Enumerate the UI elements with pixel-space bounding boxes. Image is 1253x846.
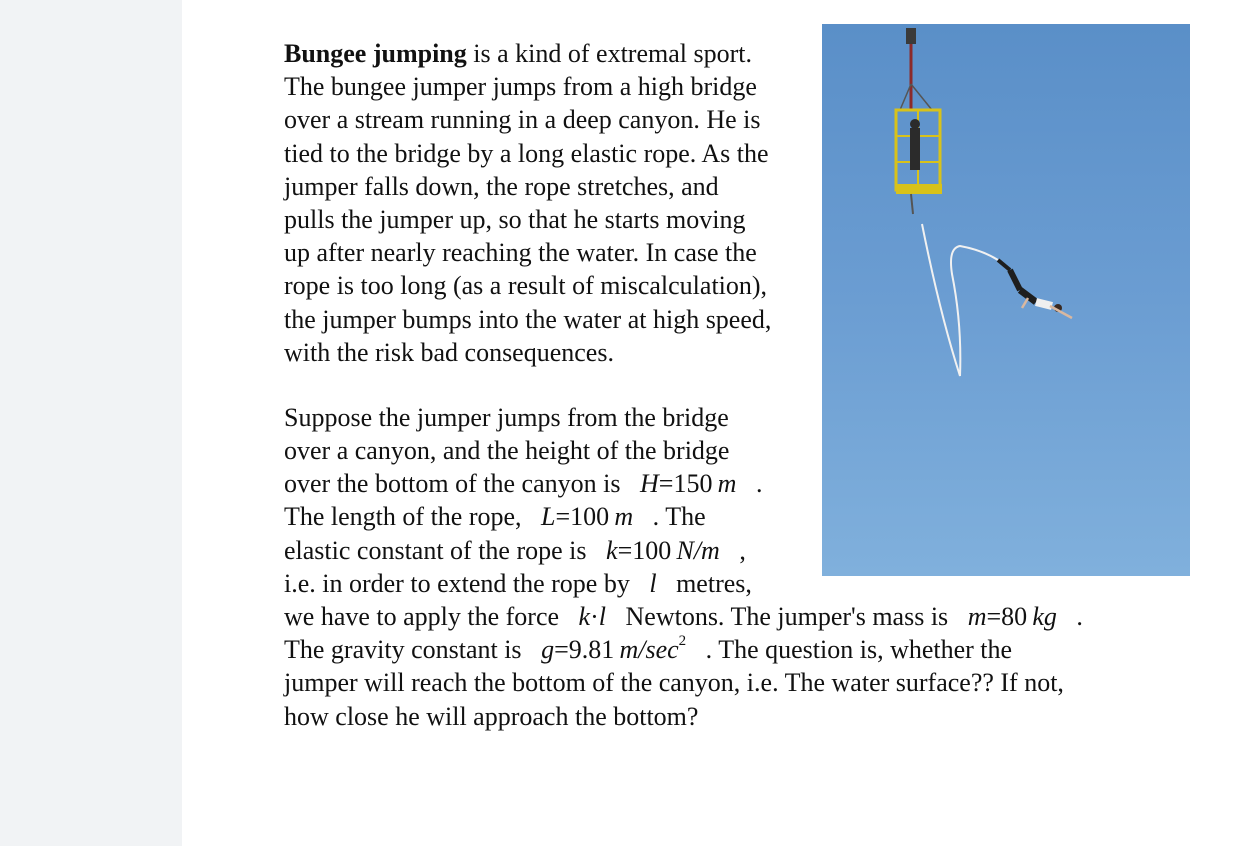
elastic-constant-equation: k=100 N/m bbox=[606, 535, 720, 565]
paragraph2-line-2: over a canyon, and the height of the bridge bbox=[284, 436, 730, 466]
force-expression: k·l bbox=[578, 602, 606, 631]
rope-length-equation: L=100 m bbox=[541, 502, 634, 532]
paragraph1-line-9: the jumper bumps into the water at high speed, bbox=[284, 304, 772, 334]
paragraph1-line-8: rope is too long (as a result of miscalculation), bbox=[284, 271, 768, 301]
paragraph2-line-4: The length of the rope, L=100 m . The bbox=[284, 502, 706, 532]
paragraph1-line-7: up after nearly reaching the water. In case the bbox=[284, 238, 757, 268]
paragraph1-line-3: over a stream running in a deep canyon. He is bbox=[284, 105, 761, 135]
paragraph1-line-6: pulls the jumper up, so that he starts moving bbox=[284, 204, 746, 234]
problem-text bbox=[284, 37, 1224, 733]
paragraph2-line-1: Suppose the jumper jumps from the bridge bbox=[284, 402, 729, 432]
gravity-equation: g=9.81 $m/\sec^2$ bbox=[541, 633, 687, 665]
left-sidebar-pane bbox=[0, 0, 182, 846]
paragraph1-line-5: jumper falls down, the rope stretches, and bbox=[284, 171, 719, 201]
paragraph-gap bbox=[284, 369, 1224, 401]
height-equation: H=150 m bbox=[639, 469, 737, 499]
paragraph2-line-5: elastic constant of the rope is k=100 N/m , bbox=[284, 535, 746, 565]
paragraph2-line-3: over the bottom of the canyon is H=150 m . bbox=[284, 469, 763, 499]
paragraph2-line-8: The gravity constant is g=9.81 $m/\sec^2$ . The question is, whether the bbox=[284, 633, 1013, 665]
paragraph1-line-10: with the risk bad consequences. bbox=[284, 337, 614, 367]
paragraph2-line-6: i.e. in order to extend the rope by l metres, bbox=[284, 568, 752, 598]
extension-symbol: l bbox=[649, 568, 657, 598]
paragraph1-line-4: tied to the bridge by a long elastic rope. As the bbox=[284, 138, 769, 168]
mass-equation: m=80 kg bbox=[967, 602, 1057, 631]
paragraph1-line-2: The bungee jumper jumps from a high bridge bbox=[284, 72, 757, 102]
bungee-jumping-term: Bungee jumping bbox=[284, 39, 467, 68]
paragraph2-line-9: jumper will reach the bottom of the canyon, i.e. The water surface?? If not, bbox=[284, 668, 1064, 698]
paragraph2-line-10: how close he will approach the bottom? bbox=[284, 701, 699, 731]
paragraph2-line-7: we have to apply the force k·l Newtons. The jumper's mass is m=80 kg . bbox=[284, 602, 1083, 631]
paragraph1-line-1: Bungee jumping is a kind of extremal sport. bbox=[284, 39, 752, 68]
